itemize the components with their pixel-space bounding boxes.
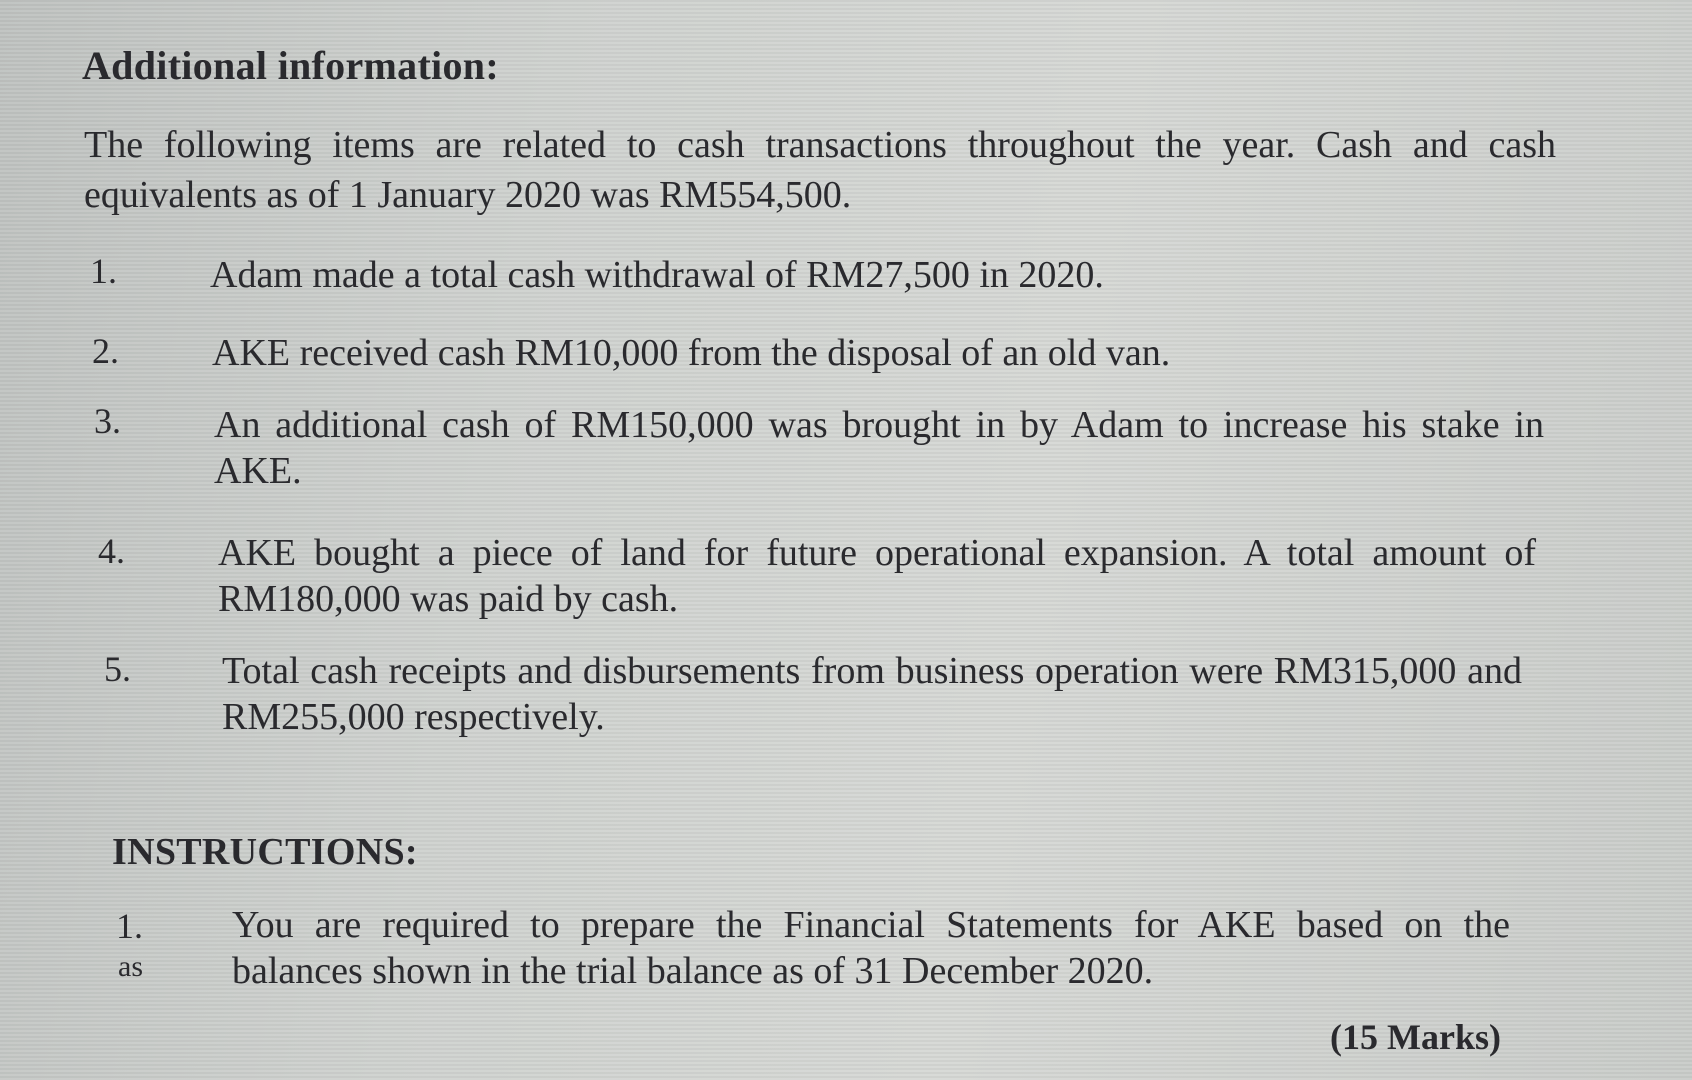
list-item-text: Adam made a total cash withdrawal of RM27,500 in 2020. [210, 254, 1104, 296]
instruction-number: 1. [116, 906, 143, 946]
list-item-text: AKE bought a piece of land for future operational expansion. A total amount of RM180,000 was paid by cash. [218, 532, 1536, 620]
list-item-number: 1. [90, 251, 117, 291]
marks-label: (15 Marks) [1330, 1017, 1501, 1057]
list-item-text: AKE received cash RM10,000 from the disposal of an old van. [212, 332, 1171, 374]
section-heading: Additional information: [82, 43, 499, 88]
instructions-heading: INSTRUCTIONS: [112, 831, 418, 873]
list-item-number: 3. [94, 401, 121, 441]
instruction-text: You are required to prepare the Financial Statements for AKE based on the balances shown in the trial balance as of 31 December 2020. [232, 904, 1510, 992]
intro-paragraph: The following items are related to cash transactions throughout the year. Cash and cash equivalents as of 1 January 2020 was RM554,500. [84, 124, 1556, 216]
list-item-number: 4. [98, 531, 125, 571]
instruction-number-continuation: as [118, 950, 143, 983]
list-item-number: 5. [104, 649, 131, 689]
list-item-number: 2. [92, 331, 119, 371]
list-item-text: An additional cash of RM150,000 was brought in by Adam to increase his stake in AKE. [214, 404, 1544, 492]
list-item-text: Total cash receipts and disbursements from business operation were RM315,000 and RM255,000 respectively. [222, 650, 1522, 738]
